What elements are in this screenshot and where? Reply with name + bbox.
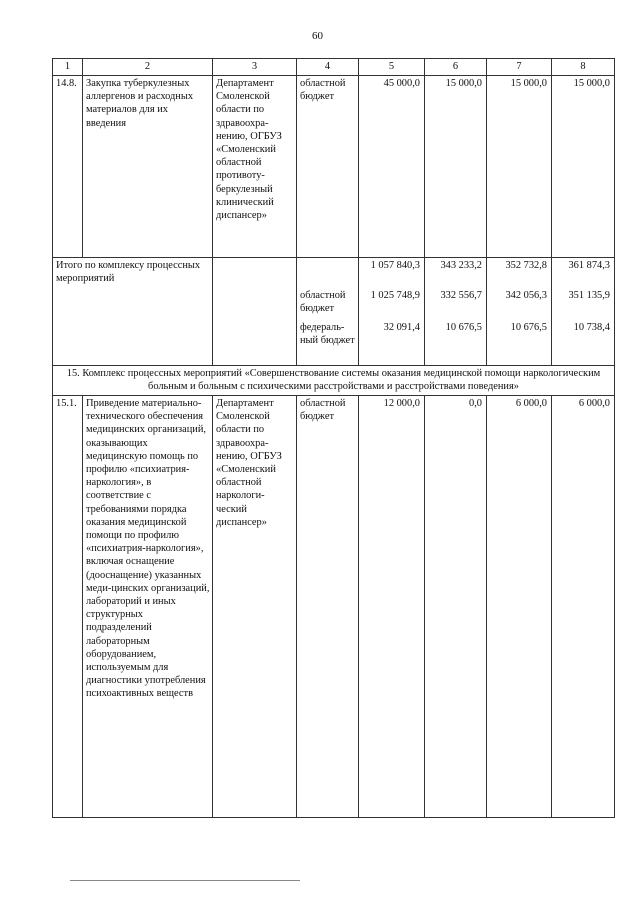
total-regional: 342 056,3: [487, 288, 552, 320]
total-all: 1 057 840,3: [359, 258, 425, 288]
funding-source: областной бюджет: [297, 76, 359, 258]
budget-table: [52, 58, 615, 818]
total-regional: 332 556,7: [425, 288, 487, 320]
column-header: 7: [487, 59, 552, 76]
total-federal: 10 676,5: [487, 320, 552, 366]
empty-cell: [213, 258, 297, 366]
total-federal: 10 738,4: [552, 320, 615, 366]
executor: Департамент Смоленской области по здравоохра-нению, ОГБУЗ «Смоленский областной противоту-беркулезный клинический диспансер»: [213, 76, 297, 258]
total-label: Итого по комплексу процессных мероприятий: [53, 258, 213, 366]
section-title: 15. Комплекс процессных мероприятий «Совершенствование системы оказания медицинской помощи наркологическим больным и больным с психическими расстройствами и расстройствами поведения»: [53, 366, 615, 396]
column-header: 6: [425, 59, 487, 76]
column-header: 2: [83, 59, 213, 76]
amount-year-1: 0,0: [425, 396, 487, 818]
table-row: [53, 396, 615, 818]
total-regional: 351 135,9: [552, 288, 615, 320]
total-all: 361 874,3: [552, 258, 615, 288]
column-header: 3: [213, 59, 297, 76]
total-all: 343 233,2: [425, 258, 487, 288]
column-header: 8: [552, 59, 615, 76]
total-all: 352 732,8: [487, 258, 552, 288]
column-header: 1: [53, 59, 83, 76]
activity-name: Закупка туберкулезных аллергенов и расходных материалов для их введения: [83, 76, 213, 258]
section-row: [53, 366, 615, 396]
amount-year-3: 15 000,0: [552, 76, 615, 258]
page-number: 60: [312, 30, 323, 42]
column-number-row: [53, 59, 615, 76]
total-row: [53, 258, 615, 288]
footer-divider: [70, 880, 300, 881]
table-row: [53, 76, 615, 258]
total-regional: 1 025 748,9: [359, 288, 425, 320]
amount-total: 45 000,0: [359, 76, 425, 258]
column-header: 5: [359, 59, 425, 76]
amount-total: 12 000,0: [359, 396, 425, 818]
amount-year-2: 6 000,0: [487, 396, 552, 818]
column-header: 4: [297, 59, 359, 76]
row-number: 15.1.: [53, 396, 83, 818]
amount-year-1: 15 000,0: [425, 76, 487, 258]
empty-cell: [297, 258, 359, 288]
executor: Департамент Смоленской области по здравоохра-нению, ОГБУЗ «Смоленский областной наркологи-ческий диспансер»: [213, 396, 297, 818]
activity-name: Приведение материально-технического обеспечения медицинских организаций, оказывающих медицинскую помощь по профилю «психиатрия-наркология», в соответствие с требованиями порядка оказания медицинской помощи по профилю «психиатрия-наркология», включая оснащение (дооснащение) указанных меди-цинских организаций, лабораторий и иных структурных подразделений лабораторным оборудованием, используемым для диагностики употребления психоактивных веществ: [83, 396, 213, 818]
funding-source: федераль-ный бюджет: [297, 320, 359, 366]
total-federal: 32 091,4: [359, 320, 425, 366]
funding-source: областной бюджет: [297, 396, 359, 818]
amount-year-2: 15 000,0: [487, 76, 552, 258]
amount-year-3: 6 000,0: [552, 396, 615, 818]
total-federal: 10 676,5: [425, 320, 487, 366]
row-number: 14.8.: [53, 76, 83, 258]
funding-source: областной бюджет: [297, 288, 359, 320]
